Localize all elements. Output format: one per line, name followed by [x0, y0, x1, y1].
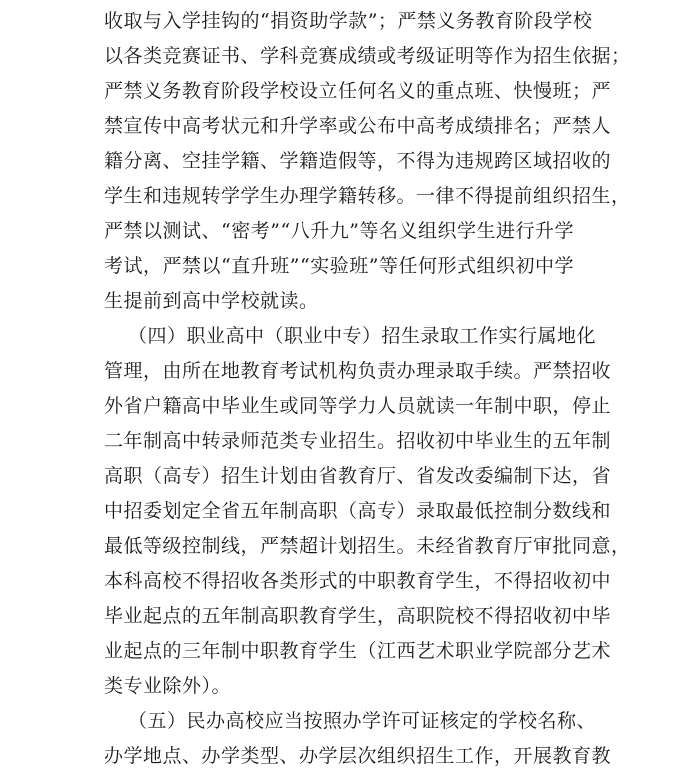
text-line: 籍分离、空挂学籍、学籍造假等，不得为违规跨区域招收的	[104, 150, 612, 172]
text-line: 考试，严禁以“直升班”“实验班”等任何形式组织初中学	[104, 255, 574, 277]
text-line: 类专业除外）。	[104, 675, 232, 697]
text-line: 本科高校不得招收各类形式的中职教育学生，不得招收初中	[104, 570, 612, 592]
text-line: 最低等级控制线，严禁超计划招生。未经省教育厅审批同意，	[104, 535, 631, 557]
text-line: 外省户籍高中毕业生或同等学力人员就读一年制中职，停止	[104, 395, 612, 417]
text-line: 禁宣传中高考状元和升学率或公布中高考成绩排名；严禁人	[104, 115, 612, 137]
text-line: 办学地点、办学类型、办学层次组织招生工作，开展教育教	[104, 745, 612, 767]
text-line: 管理，由所在地教育考试机构负责办理录取手续。严禁招收	[104, 360, 612, 382]
text-line: 业起点的三年制中职教育学生（江西艺术职业学院部分艺术	[104, 640, 612, 662]
text-line: 二年制高中转录师范类专业招生。招收初中毕业生的五年制	[104, 430, 612, 452]
text-line: 以各类竞赛证书、学科竞赛成绩或考级证明等作为招生依据；	[104, 45, 631, 67]
text-line: 学生和违规转学学生办理学籍转移。一律不得提前组织招生，	[104, 185, 631, 207]
text-line: 收取与入学挂钩的“捐资助学款”；严禁义务教育阶段学校	[104, 10, 593, 32]
paragraph-first-line: （五）民办高校应当按照办学许可证核定的学校名称、	[128, 710, 597, 732]
text-line: 高职（高专）招生计划由省教育厅、省发改委编制下达，省	[104, 465, 612, 487]
text-line: 生提前到高中学校就读。	[104, 290, 319, 312]
text-line: 毕业起点的五年制高职教育学生，高职院校不得招收初中毕	[104, 605, 612, 627]
text-line: 严禁以测试、“密考”“八升九”等名义组织学生进行升学	[104, 220, 574, 242]
text-line: 严禁义务教育阶段学校设立任何名义的重点班、快慢班；严	[104, 80, 612, 102]
text-line: 中招委划定全省五年制高职（高专）录取最低控制分数线和	[104, 500, 612, 522]
paragraph-first-line: （四）职业高中（职业中专）招生录取工作实行属地化	[128, 325, 597, 347]
